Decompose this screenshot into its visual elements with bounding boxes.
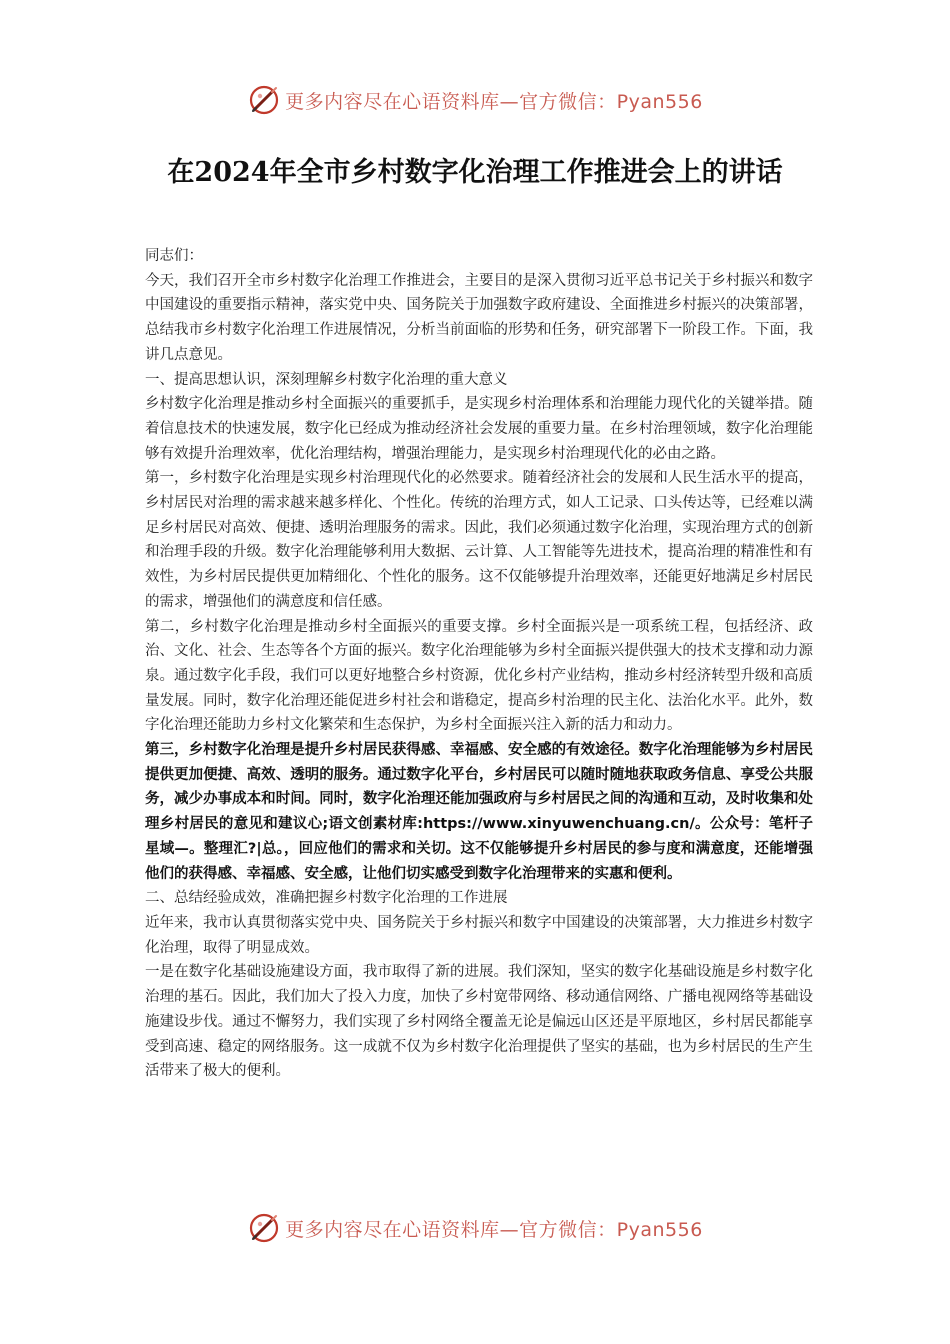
document-title: 在2024年全市乡村数字化治理工作推进会上的讲话 [167,157,783,188]
section-heading: 一、提高思想认识，深刻理解乡村数字化治理的重大意义 [145,371,508,388]
section-heading: 二、总结经验成效，准确把握乡村数字化治理的工作进展 [145,890,508,907]
watermark-text: 更多内容尽在心语资料库—官方微信：Pyan556 [285,90,703,113]
paragraph: 乡村数字化治理是推动乡村全面振兴的重要抓手，是实现乡村治理体系和治理能力现代化的关键举措。随着信息技术的快速发展，数字化已经成为推动经济社会发展的重要力量。在乡村治理领域，数字化治理能够有效提升治理效率，优化治理结构，增强治理能力，是实现乡村治理现代化的必由之路。 [145,396,813,462]
salutation: 同志们： [145,248,203,264]
quill-logo-icon [247,1211,281,1245]
document-body [145,244,813,1084]
quill-logo-icon [247,83,281,117]
paragraph: 第一，乡村数字化治理是实现乡村治理现代化的必然要求。随着经济社会的发展和人民生活水平的提高，乡村居民对治理的需求越来越多样化、个性化。传统的治理方式，如人工记录、口头传达等，已经难以满足乡村居民对高效、便捷、透明治理服务的需求。因此，我们必须通过数字化治理，实现治理方式的创新和治理手段的升级。数字化治理能够利用大数据、云计算、人工智能等先进技术，提高治理的精准性和有效性，为乡村居民提供更加精细化、个性化的服务。这不仅能够提升治理效率，还能更好地满足乡村居民的需求，增强他们的满意度和信任感。 [145,470,813,610]
paragraph: 今天，我们召开全市乡村数字化治理工作推进会，主要目的是深入贯彻习近平总书记关于乡村振兴和数字中国建设的重要指示精神，落实党中央、国务院关于加强数字政府建设、全面推进乡村振兴的决策部署，总结我市乡村数字化治理工作进展情况，分析当前面临的形势和任务，研究部署下一阶段工作。下面，我讲几点意见。 [145,272,813,363]
paragraph: 一是在数字化基础设施建设方面，我市取得了新的进展。我们深知，坚实的数字化基础设施是乡村数字化治理的基石。因此，我们加大了投入力度，加快了乡村宽带网络、移动通信网络、广播电视网络等基础设施建设步伐。通过不懈努力，我们实现了乡村网络全覆盖无论是偏远山区还是平原地区，乡村居民都能享受到高速、稳定的网络服务。这一成就不仅为乡村数字化治理提供了坚实的基础，也为乡村居民的生产生活带来了极大的便利。 [145,964,813,1080]
paragraph: 第二，乡村数字化治理是推动乡村全面振兴的重要支撑。乡村全面振兴是一项系统工程，包括经济、政治、文化、社会、生态等各个方面的振兴。数字化治理能够为乡村全面振兴提供强大的技术支撑和动力源泉。通过数字化手段，我们可以更好地整合乡村资源，优化乡村产业结构，推动乡村经济转型升级和高质量发展。同时，数字化治理还能促进乡村社会和谐稳定，提高乡村治理的民主化、法治化水平。此外，数字化治理还能助力乡村文化繁荣和生态保护，为乡村全面振兴注入新的活力和动力。 [145,618,813,734]
paragraph: 近年来，我市认真贯彻落实党中央、国务院关于乡村振兴和数字中国建设的决策部署，大力推进乡村数字化治理，取得了明显成效。 [145,914,813,956]
watermark-banner-bottom [0,1208,950,1248]
watermark-banner-top [0,80,950,120]
watermark-text: 更多内容尽在心语资料库—官方微信：Pyan556 [285,1218,703,1241]
paragraph-emphasized: 第三，乡村数字化治理是提升乡村居民获得感、幸福感、安全感的有效途径。数字化治理能够为乡村居民提供更加便捷、高效、透明的服务。通过数字化平台，乡村居民可以随时随地获取政务信息、享受公共服务，减少办事成本和时间。同时，数字化治理还能加强政府与乡村居民之间的沟通和互动，及时收集和处理乡村居民的意见和建议心;语文创素材库:https://www.xinyuwenchuang.cn/。公众号：笔杆子星域—。整理汇?|总。，回应他们的需求和关切。这不仅能够提升乡村居民的参与度和满意度，还能增强他们的获得感、幸福感、安全感，让他们切实感受到数字化治理带来的实惠和便利。 [145,742,813,882]
